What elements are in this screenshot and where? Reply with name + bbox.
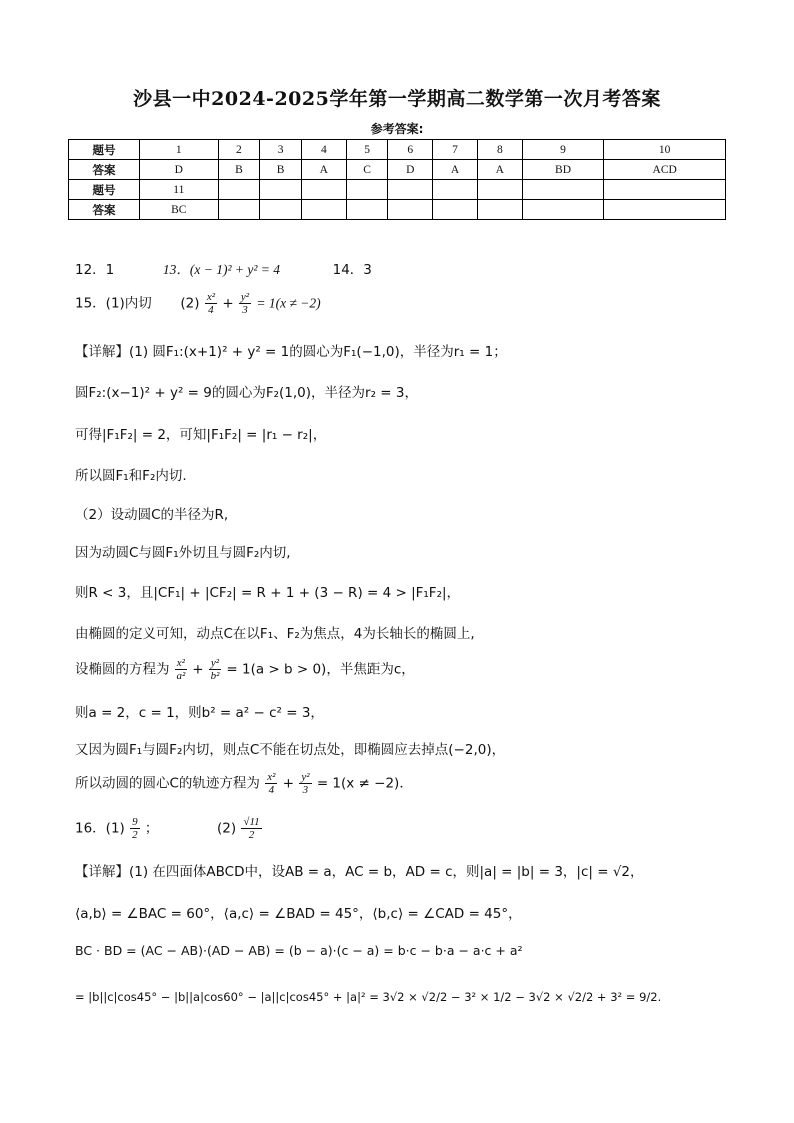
answer-15-part2-rhs: = 1(x ≠ −2) [256,295,321,311]
answer-13: 13．(x − 1)² + y² = 4 [162,262,281,277]
table-cell [218,180,260,200]
table-cell: 7 [433,140,478,160]
fraction: $\frac{9}{2}$ [132,816,138,841]
table-cell: 8 [477,140,522,160]
table-cell: B [218,160,260,180]
table-cell [604,180,726,200]
table-cell: A [301,160,346,180]
detail-line: 又因为圆F₁与圆F₂内切，则点C不能在切点处，即椭圆应去掉点(−2,0)， [75,742,506,758]
table-cell [522,200,604,220]
table-cell: 3 [260,140,302,160]
table-cell: 9 [522,140,604,160]
answer-12: 12．1 [75,262,115,278]
table-cell [218,200,260,220]
table-cell [477,200,522,220]
table-cell: 4 [301,140,346,160]
table-row [69,160,726,180]
table-cell: 题号 [69,180,140,200]
fraction: $\frac{\text{x²}}{\text{a²}}$ [176,657,186,682]
fraction: $\frac{\text{x²}}{4}$ [206,291,216,316]
detail-line: 所以圆F₁和F₂内切. [75,468,187,484]
table-row [69,180,726,200]
detail-line: 则R < 3，且|CF₁| + |CF₂| = R + 1 + (3 − R) = 4 > |F₁F₂|， [75,585,461,601]
table-cell: 5 [346,140,388,160]
detail-line: 【详解】(1) 在四面体ABCD中，设AB = a，AC = b，AD = c，则|a| = |b| = 3，|c| = √2， [75,864,644,880]
table-cell: BC [140,200,219,220]
table-cell: 2 [218,140,260,160]
table-cell: A [477,160,522,180]
table-cell [477,180,522,200]
detail-line: BC · BD = (AC − AB)·(AD − AB) = (b − a)·(c − a) = b·c − b·a − a·c + a² [75,943,523,958]
table-cell: BD [522,160,604,180]
answer-line-16: 16．(1) $\frac{9}{2}$ ； (2) $\frac{√11}{2}$ [75,816,260,841]
table-cell: B [260,160,302,180]
table-cell [522,180,604,200]
table-row [69,200,726,220]
detail-line: ⟨a,b⟩ = ∠BAC = 60°，⟨a,c⟩ = ∠BAD = 45°，⟨b,c⟩ = ∠CAD = 45°， [75,906,522,922]
detail-line: 可得|F₁F₂| = 2，可知|F₁F₂| = |r₁ − r₂|， [75,427,327,443]
table-cell [433,180,478,200]
fraction: $\frac{\text{y²}}{3}$ [301,771,310,796]
detail-line: 因为动圆C与圆F₁外切且与圆F₂内切, [75,545,291,561]
table-cell [388,180,433,200]
fraction: $\frac{\text{y²}}{3}$ [240,291,250,316]
answer-14: 14．3 [332,262,372,278]
table-cell [260,180,302,200]
table-cell [388,200,433,220]
detail-line: 圆F₂:(x−1)² + y² = 9的圆心为F₂(1,0)，半径为r₂ = 3， [75,385,418,401]
table-cell: 题号 [69,140,140,160]
table-cell: 答案 [69,160,140,180]
detail-line: （2）设动圆C的半径为R, [75,507,229,523]
table-cell: D [140,160,219,180]
answer-line-12-14 [75,258,372,278]
fraction: $\frac{\text{x²}}{4}$ [267,771,276,796]
table-cell [433,200,478,220]
detail-line: = |b||c|cos45° − |b||a|cos60° − |a||c|cos45° + |a|² = 3√2 × √2/2 − 3² × 1/2 − 3√2 × √2/2 + 3² = 9/2. [75,990,662,1004]
detail-line: 设椭圆的方程为 $\frac{\text{x²}}{\text{a²}}$ + $\frac{\text{y²}}{\text{b²}}$ = 1(a > b > 0)，半焦距为c， [75,657,415,682]
table-cell: 11 [140,180,219,200]
fraction: $\frac{\text{y²}}{\text{b²}}$ [210,657,220,682]
table-cell [346,180,388,200]
answer-subtitle: 参考答案: [370,122,424,136]
table-cell: ACD [604,160,726,180]
table-cell: D [388,160,433,180]
answer-15-part1: 15．(1)内切 [75,295,152,312]
table-cell [346,200,388,220]
detail-line: 所以动圆的圆心C的轨迹方程为 $\frac{\text{x²}}{4}$ + $\frac{\text{y²}}{3}$ = 1(x ≠ −2)． [75,771,413,796]
table-cell [260,200,302,220]
fraction: $\frac{√11}{2}$ [243,816,260,841]
page-title: 沙县一中2024-2025学年第一学期高二数学第一次月考答案 [133,88,661,110]
detail-line: 由椭圆的定义可知，动点C在以F₁、F₂为焦点，4为长轴长的椭圆上, [75,626,475,642]
table-cell: 1 [140,140,219,160]
answer-15-part2-label: (2) [180,295,200,312]
table-cell: C [346,160,388,180]
table-cell [301,180,346,200]
detail-line: 【详解】(1) 圆F₁:(x+1)² + y² = 1的圆心为F₁(−1,0)，半径为r₁ = 1； [75,344,507,360]
table-cell [604,200,726,220]
answer-table [68,139,726,220]
table-row [69,140,726,160]
table-cell: 10 [604,140,726,160]
table-cell: 答案 [69,200,140,220]
answer-line-15: 15．(1)内切 (2) $\frac{\text{x²}}{4}$ + $\frac{\text{y²}}{3}$ = 1(x ≠ −2) [75,291,321,316]
table-cell [301,200,346,220]
detail-line: 则a = 2，c = 1，则b² = a² − c² = 3， [75,705,324,721]
table-cell: 6 [388,140,433,160]
table-cell: A [433,160,478,180]
